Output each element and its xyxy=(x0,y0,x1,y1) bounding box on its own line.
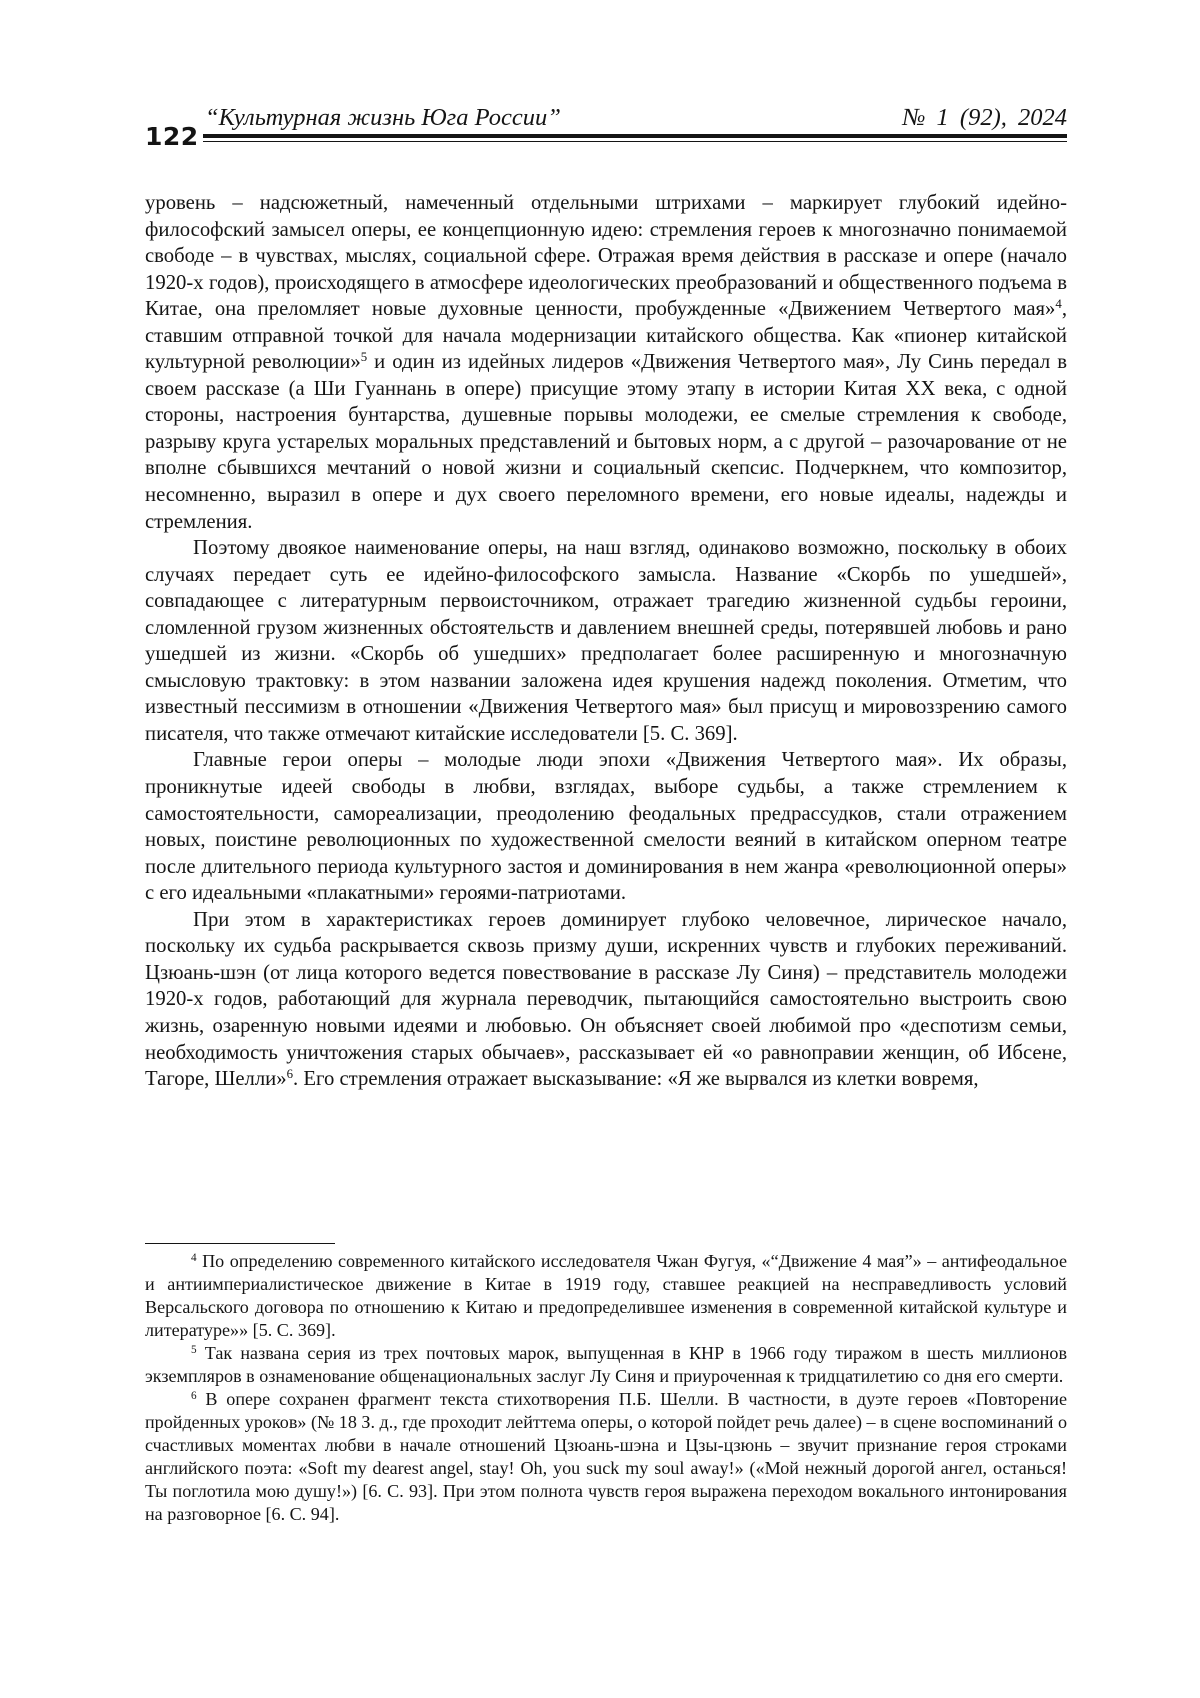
footnote-6-number: 6 xyxy=(191,1390,197,1402)
issue-info: № 1 (92), 2024 xyxy=(902,104,1067,132)
paragraph-1-text-c: и один из идейных лидеров «Движения Четвертого мая», Лу Синь передал в своем рассказе (а Ши Гуаннань в опере) присущие этому этапу в истории Китая XX века, с одной стороны, настроения бунтарства, душевные порывы молодежи, ее смелые стремления к свободе, разрыву круга устарелых моральных представлений и бытовых норм, а с другой – разочарование от не вполне сбывшихся мечтаний о новой жизни и социальный скепсис. Подчеркнем, что композитор, несомненно, выразил в опере и дух своего переломного времени, его новые идеалы, надежды и стремления. xyxy=(145,351,1067,532)
footnote-5 xyxy=(145,1342,1067,1388)
footnote-separator xyxy=(145,1243,335,1244)
footnotes xyxy=(145,1250,1067,1526)
paragraph-1-text-b: , ставшим отправной точкой для начала модернизации китайского общества. Как «пионер китайской культурной революции» xyxy=(145,298,1067,373)
footnote-5-number: 5 xyxy=(191,1344,197,1356)
footnote-4-number: 4 xyxy=(191,1252,197,1264)
journal-title: “Культурная жизнь Юга России” xyxy=(205,104,561,132)
header-rule-thin xyxy=(203,141,1067,142)
journal-page xyxy=(0,0,1200,1698)
footnote-4-text: По определению современного китайского исследователя Чжан Фугуя, «“Движение 4 мая”» – антифеодальное и антиимпериалистическое движение в Китае в 1919 году, ставшее реакцией на несправедливость условий Версальского договора по отношению к Китаю и предопределившее изменения в современной китайской культуре и литературе»» [5. С. 369]. xyxy=(145,1251,1067,1340)
paragraph-2: Поэтому двоякое наименование оперы, на наш взгляд, одинаково возможно, поскольку в обоих случаях передает суть ее идейно-философского замысла. Название «Скорбь по ушедшей», совпадающее с литературным первоисточником, отражает трагедию жизненной судьбы героини, сломленной грузом жизненных обстоятельств и давлением внешней среды, потерявшей любовь и рано ушедшей из жизни. «Скорбь об ушедших» предполагает более расширенную и многозначную смысловую трактовку: в этом названии заложена идея крушения надежд поколения. Отметим, что известный пессимизм в отношении «Движения Четвертого мая» был присущ и мировоззрению самого писателя, что также отмечают китайские исследователи [5. С. 369]. xyxy=(145,535,1067,747)
header-rule-thick xyxy=(203,134,1067,138)
footnote-ref-5: 5 xyxy=(361,350,367,364)
paragraph-3: Главные герои оперы – молодые люди эпохи «Движения Четвертого мая». Их образы, проникнутые идеей свободы в любви, взглядах, выборе судьбы, а также стремлением к самостоятельности, самореализации, преодолению феодальных предрассудков, стали отражением новых, поистине революционных по художественной смелости веяний в китайском оперном театре после длительного периода культурного застоя и доминирования в нем жанра «революционной оперы» с его идеальными «плакатными» героями-патриотами. xyxy=(145,747,1067,906)
footnote-4 xyxy=(145,1250,1067,1342)
paragraph-4 xyxy=(145,907,1067,1093)
paragraph-1 xyxy=(145,190,1067,535)
footnote-ref-4: 4 xyxy=(1055,297,1061,311)
paragraph-4-text-a: При этом в характеристиках героев доминирует глубоко человечное, лирическое начало, поскольку их судьба раскрывается сквозь призму души, искренних чувств и глубоких переживаний. Цзюань-шэн (от лица которого ведется повествование в рассказе Лу Синя) – представитель молодежи 1920-х годов, работающий для журнала переводчик, пытающийся самостоятельно выстроить свою жизнь, озаренную новыми идеями и любовью. Он объясняет своей любимой про «деспотизм семьи, необходимость уничтожения старых обычаев», рассказывает ей «о равноправии женщин, об Ибсене, Тагоре, Шелли» xyxy=(145,909,1067,1090)
article-body xyxy=(145,190,1067,1093)
footnote-6 xyxy=(145,1388,1067,1526)
footnote-ref-6: 6 xyxy=(287,1067,293,1081)
paragraph-4-text-b: . Его стремления отражает высказывание: «Я же вырвался из клетки вовремя, xyxy=(293,1068,979,1090)
paragraph-1-text-a: уровень – надсюжетный, намеченный отдельными штрихами – маркирует глубокий идейно-философский замысел оперы, ее концепционную идею: стремления героев к многозначно понимаемой свободе – в чувствах, мыслях, социальной сфере. Отражая время действия в рассказе и опере (начало 1920-х годов), происходящего в атмосфере идеологических преобразований и общественного подъема в Китае, она преломляет новые духовные ценности, пробужденные «Движением Четвертого мая» xyxy=(145,192,1067,320)
page-number: 122 xyxy=(145,124,199,150)
footnote-5-text: Так названа серия из трех почтовых марок, выпущенная в КНР в 1966 году тиражом в шесть миллионов экземпляров в ознаменование общенациональных заслуг Лу Синя и приуроченная к тридцатилетию со дня его смерти. xyxy=(145,1343,1067,1386)
running-header xyxy=(145,102,1067,154)
footnote-6-text: В опере сохранен фрагмент текста стихотворения П.Б. Шелли. В частности, в дуэте героев «Повторение пройденных уроков» (№ 18 З. д., где проходит лейттема оперы, о которой пойдет речь далее) – в сцене воспоминаний о счастливых моментах любви в начале отношений Цзюань-шэна и Цзы-цзюнь – звучит признание героя строками английского поэта: «Soft my dearest angel, stay! Oh, you suck my soul away!» («Мой нежный дорогой ангел, останься! Ты поглотила мою душу!») [6. С. 93]. При этом полнота чувств героя выражена переходом вокального интонирования на разговорное [6. С. 94]. xyxy=(145,1389,1067,1524)
